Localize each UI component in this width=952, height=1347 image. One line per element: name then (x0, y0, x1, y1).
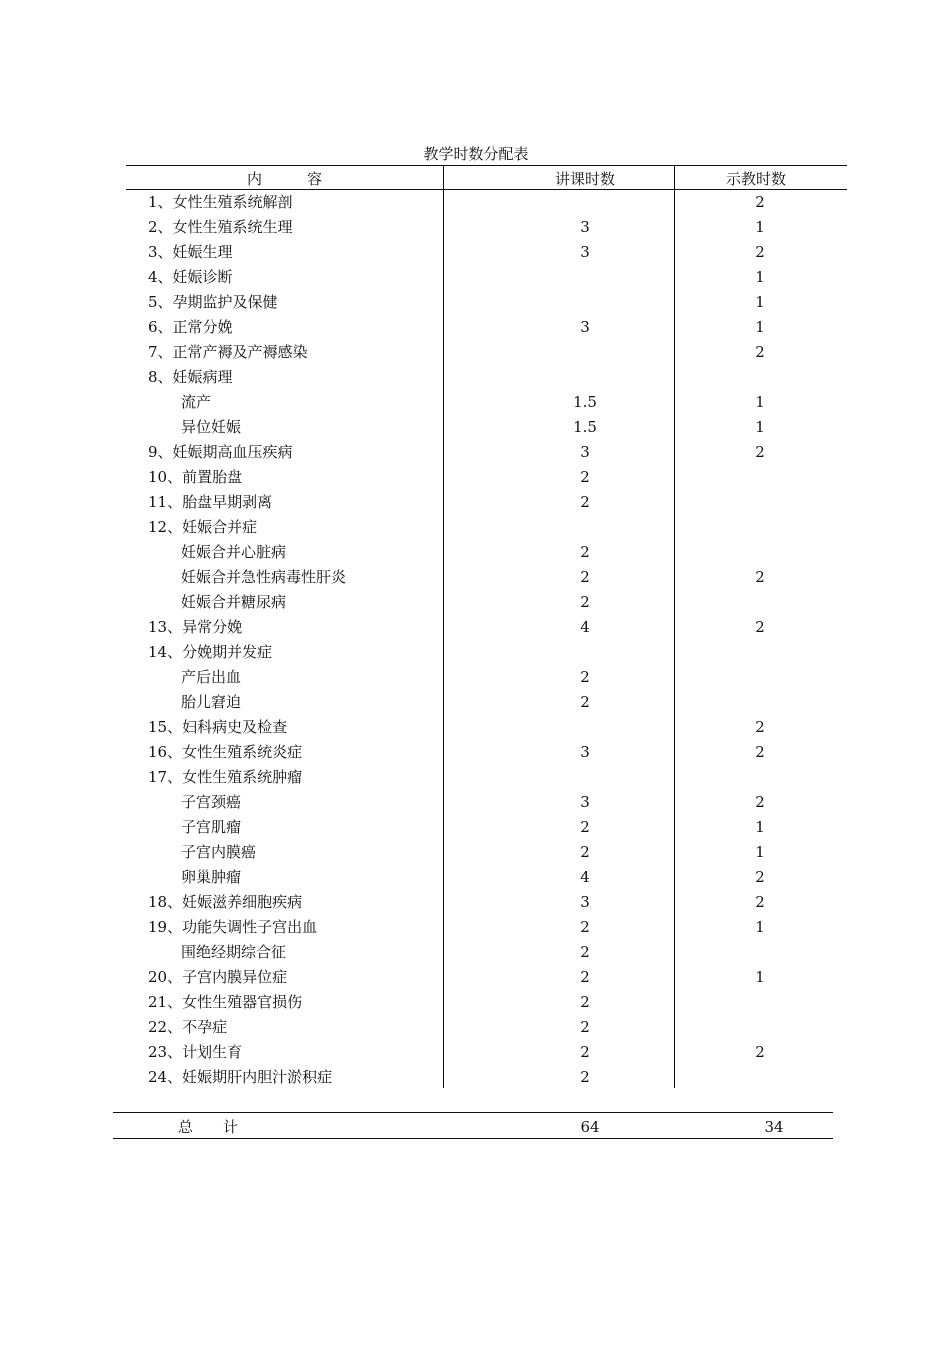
row-content: 19、功能失调性子宫出血 (148, 918, 318, 936)
row-demo-hours: 2 (755, 243, 765, 261)
row-demo-hours: 1 (755, 293, 765, 311)
table-row (0, 240, 952, 265)
row-lecture-hours: 2 (580, 568, 590, 586)
table-row (0, 365, 952, 390)
row-demo-hours: 2 (755, 893, 765, 911)
row-lecture-hours: 2 (580, 943, 590, 961)
table-row (0, 1015, 952, 1040)
table-row (0, 690, 952, 715)
row-content: 子宫颈癌 (181, 793, 242, 811)
row-lecture-hours: 2 (580, 468, 590, 486)
row-content: 10、前置胎盘 (148, 468, 243, 486)
table-row (0, 890, 952, 915)
row-demo-hours: 1 (755, 843, 765, 861)
total-demo-hours: 34 (764, 1118, 784, 1136)
table-row (0, 865, 952, 890)
table-row (0, 615, 952, 640)
row-lecture-hours: 2 (580, 818, 590, 836)
row-lecture-hours: 3 (580, 743, 590, 761)
table-row (0, 290, 952, 315)
table-row (0, 765, 952, 790)
row-content: 妊娠合并糖尿病 (181, 593, 287, 611)
row-lecture-hours: 3 (580, 318, 590, 336)
row-content: 3、妊娠生理 (148, 243, 233, 261)
row-content: 2、女性生殖系统生理 (148, 218, 293, 236)
total-label: 总 计 (178, 1118, 239, 1136)
row-lecture-hours: 1.5 (573, 418, 597, 436)
row-content: 1、女性生殖系统解剖 (148, 193, 293, 211)
table-row (0, 565, 952, 590)
table-title: 教学时数分配表 (423, 145, 529, 163)
row-content: 5、孕期监护及保健 (148, 293, 278, 311)
row-content: 妊娠合并急性病毒性肝炎 (181, 568, 347, 586)
row-demo-hours: 2 (755, 793, 765, 811)
row-demo-hours: 1 (755, 418, 765, 436)
table-row (0, 815, 952, 840)
total-lecture-hours: 64 (580, 1118, 600, 1136)
row-content: 异位妊娠 (181, 418, 242, 436)
row-content: 9、妊娠期高血压疾病 (148, 443, 293, 461)
row-demo-hours: 2 (755, 193, 765, 211)
row-lecture-hours: 3 (580, 893, 590, 911)
table-row (0, 1040, 952, 1065)
row-lecture-hours: 2 (580, 543, 590, 561)
row-demo-hours: 1 (755, 918, 765, 936)
table-row (0, 340, 952, 365)
row-lecture-hours: 2 (580, 693, 590, 711)
total-bottom-rule (113, 1138, 833, 1139)
row-content: 15、妇科病史及检查 (148, 718, 288, 736)
row-content: 11、胎盘早期剥离 (148, 493, 273, 511)
row-content: 22、不孕症 (148, 1018, 228, 1036)
table-row (0, 465, 952, 490)
row-content: 卵巢肿瘤 (181, 868, 242, 886)
table-row (0, 990, 952, 1015)
table-row (0, 940, 952, 965)
row-demo-hours: 2 (755, 718, 765, 736)
table-row (0, 540, 952, 565)
row-content: 14、分娩期并发症 (148, 643, 273, 661)
row-content: 17、女性生殖系统肿瘤 (148, 768, 303, 786)
row-content: 妊娠合并心脏病 (181, 543, 287, 561)
row-content: 13、异常分娩 (148, 618, 243, 636)
row-content: 16、女性生殖系统炎症 (148, 743, 303, 761)
table-row (0, 315, 952, 340)
row-demo-hours: 2 (755, 343, 765, 361)
row-content: 4、妊娠诊断 (148, 268, 233, 286)
row-lecture-hours: 2 (580, 843, 590, 861)
table-row (0, 715, 952, 740)
total-row (0, 1115, 952, 1139)
row-demo-hours: 1 (755, 818, 765, 836)
table-row (0, 265, 952, 290)
row-content: 围绝经期综合征 (181, 943, 287, 961)
table-row (0, 590, 952, 615)
row-content: 胎儿窘迫 (181, 693, 242, 711)
row-content: 12、妊娠合并症 (148, 518, 258, 536)
row-content: 产后出血 (181, 668, 242, 686)
row-lecture-hours: 2 (580, 493, 590, 511)
table-row (0, 415, 952, 440)
row-demo-hours: 2 (755, 868, 765, 886)
table-row (0, 1065, 952, 1090)
row-lecture-hours: 4 (580, 868, 590, 886)
table-row (0, 640, 952, 665)
table-row (0, 515, 952, 540)
total-top-rule (113, 1112, 833, 1113)
row-demo-hours: 1 (755, 268, 765, 286)
row-lecture-hours: 2 (580, 968, 590, 986)
header-content: 内 容 (246, 170, 322, 188)
table-row (0, 665, 952, 690)
row-lecture-hours: 3 (580, 218, 590, 236)
row-content: 18、妊娠滋养细胞疾病 (148, 893, 303, 911)
row-demo-hours: 1 (755, 218, 765, 236)
row-lecture-hours: 2 (580, 1068, 590, 1086)
header-demo-hours: 示教时数 (725, 170, 786, 188)
row-lecture-hours: 2 (580, 1043, 590, 1061)
row-demo-hours: 2 (755, 568, 765, 586)
table-row (0, 740, 952, 765)
table-row (0, 840, 952, 865)
row-lecture-hours: 4 (580, 618, 590, 636)
table-top-rule (126, 165, 847, 166)
row-demo-hours: 2 (755, 443, 765, 461)
row-content: 21、女性生殖器官损伤 (148, 993, 303, 1011)
row-demo-hours: 2 (755, 743, 765, 761)
row-demo-hours: 1 (755, 318, 765, 336)
row-content: 流产 (181, 393, 212, 411)
row-demo-hours: 2 (755, 1043, 765, 1061)
row-lecture-hours: 1.5 (573, 393, 597, 411)
row-content: 23、计划生育 (148, 1043, 243, 1061)
table-row (0, 390, 952, 415)
row-lecture-hours: 3 (580, 793, 590, 811)
row-demo-hours: 1 (755, 968, 765, 986)
row-lecture-hours: 2 (580, 593, 590, 611)
row-demo-hours: 1 (755, 393, 765, 411)
table-row (0, 965, 952, 990)
row-lecture-hours: 3 (580, 443, 590, 461)
table-row (0, 190, 952, 215)
row-lecture-hours: 3 (580, 243, 590, 261)
row-content: 24、妊娠期肝内胆汁淤积症 (148, 1068, 333, 1086)
row-content: 7、正常产褥及产褥感染 (148, 343, 308, 361)
row-content: 20、子宫内膜异位症 (148, 968, 288, 986)
table-row (0, 790, 952, 815)
table-row (0, 215, 952, 240)
row-lecture-hours: 2 (580, 1018, 590, 1036)
row-demo-hours: 2 (755, 618, 765, 636)
row-content: 子宫肌瘤 (181, 818, 242, 836)
row-lecture-hours: 2 (580, 668, 590, 686)
row-content: 8、妊娠病理 (148, 368, 233, 386)
row-lecture-hours: 2 (580, 918, 590, 936)
table-row (0, 915, 952, 940)
row-content: 子宫内膜癌 (181, 843, 257, 861)
row-content: 6、正常分娩 (148, 318, 233, 336)
header-lecture-hours: 讲课时数 (554, 170, 615, 188)
row-lecture-hours: 2 (580, 993, 590, 1011)
table-row (0, 440, 952, 465)
table-row (0, 490, 952, 515)
